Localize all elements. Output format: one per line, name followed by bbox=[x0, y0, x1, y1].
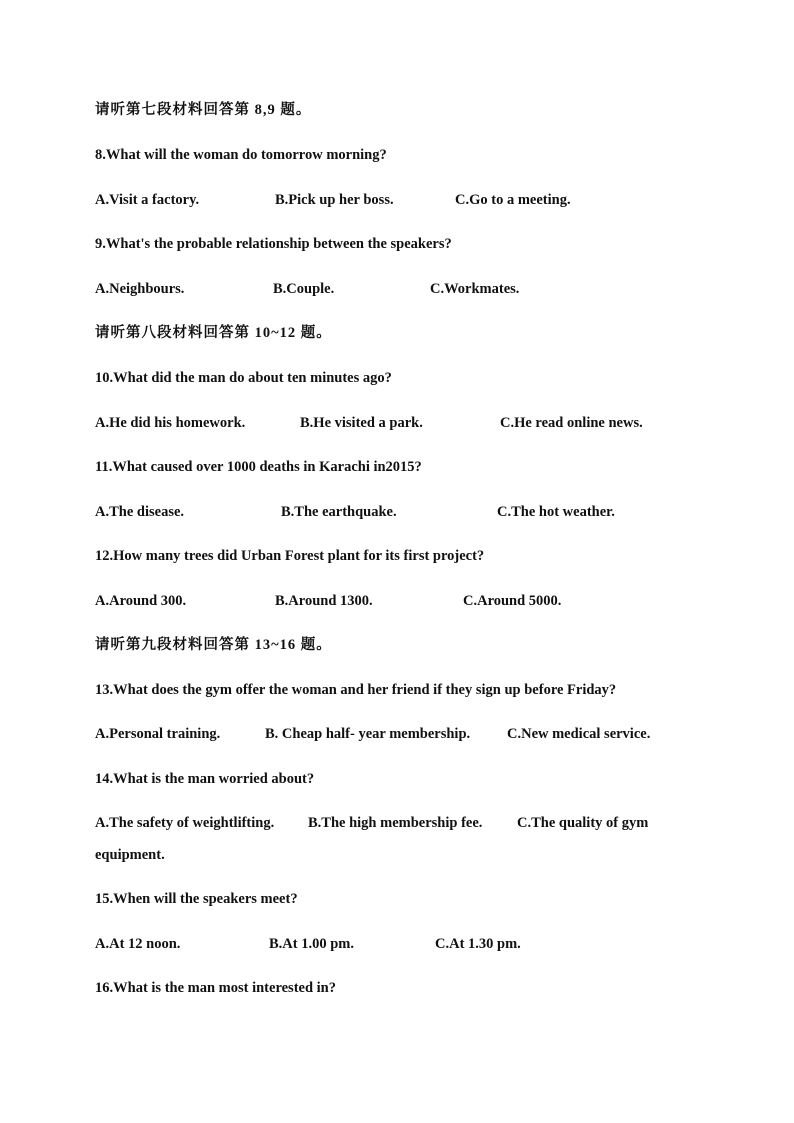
question-13: 13.What does the gym offer the woman and her friend if they sign up before Friday? bbox=[95, 682, 617, 698]
section-heading-9: 请听第九段材料回答第 13~16 题。 bbox=[95, 637, 332, 653]
q10-option-a: A.He did his homework. bbox=[95, 415, 246, 431]
q10-option-c: C.He read online news. bbox=[500, 415, 643, 431]
question-14: 14.What is the man worried about? bbox=[95, 771, 315, 787]
q13-option-c: C.New medical service. bbox=[507, 726, 651, 742]
q11-option-a: A.The disease. bbox=[95, 504, 185, 520]
q15-option-a: A.At 12 noon. bbox=[95, 936, 181, 952]
question-9: 9.What's the probable relationship between the speakers? bbox=[95, 236, 452, 252]
q15-option-c: C.At 1.30 pm. bbox=[435, 936, 521, 952]
q9-option-b: B.Couple. bbox=[273, 281, 335, 297]
q8-option-b: B.Pick up her boss. bbox=[275, 192, 394, 208]
q13-option-b: B. Cheap half- year membership. bbox=[265, 726, 471, 742]
q12-option-c: C.Around 5000. bbox=[463, 593, 562, 609]
q14-option-c: C.The quality of gym bbox=[517, 815, 649, 831]
q12-option-a: A.Around 300. bbox=[95, 593, 187, 609]
question-16: 16.What is the man most interested in? bbox=[95, 980, 336, 996]
q14-option-b: B.The high membership fee. bbox=[308, 815, 483, 831]
question-12: 12.How many trees did Urban Forest plant for its first project? bbox=[95, 548, 485, 564]
question-11: 11.What caused over 1000 deaths in Karachi in2015? bbox=[95, 459, 422, 475]
q8-option-c: C.Go to a meeting. bbox=[455, 192, 571, 208]
q14-option-a: A.The safety of weightlifting. bbox=[95, 815, 275, 831]
q10-option-b: B.He visited a park. bbox=[300, 415, 423, 431]
q12-option-b: B.Around 1300. bbox=[275, 593, 373, 609]
q11-option-b: B.The earthquake. bbox=[281, 504, 397, 520]
section-heading-7: 请听第七段材料回答第 8,9 题。 bbox=[95, 102, 312, 118]
q8-option-a: A.Visit a factory. bbox=[95, 192, 200, 208]
question-8: 8.What will the woman do tomorrow morning? bbox=[95, 147, 387, 163]
q15-option-b: B.At 1.00 pm. bbox=[269, 936, 354, 952]
section-heading-8: 请听第八段材料回答第 10~12 题。 bbox=[95, 325, 332, 341]
question-10: 10.What did the man do about ten minutes ago? bbox=[95, 370, 392, 386]
q13-option-a: A.Personal training. bbox=[95, 726, 221, 742]
q9-option-a: A.Neighbours. bbox=[95, 281, 185, 297]
question-15: 15.When will the speakers meet? bbox=[95, 891, 298, 907]
q14-option-c-continuation: equipment. bbox=[95, 847, 165, 863]
q9-option-c: C.Workmates. bbox=[430, 281, 520, 297]
q11-option-c: C.The hot weather. bbox=[497, 504, 615, 520]
